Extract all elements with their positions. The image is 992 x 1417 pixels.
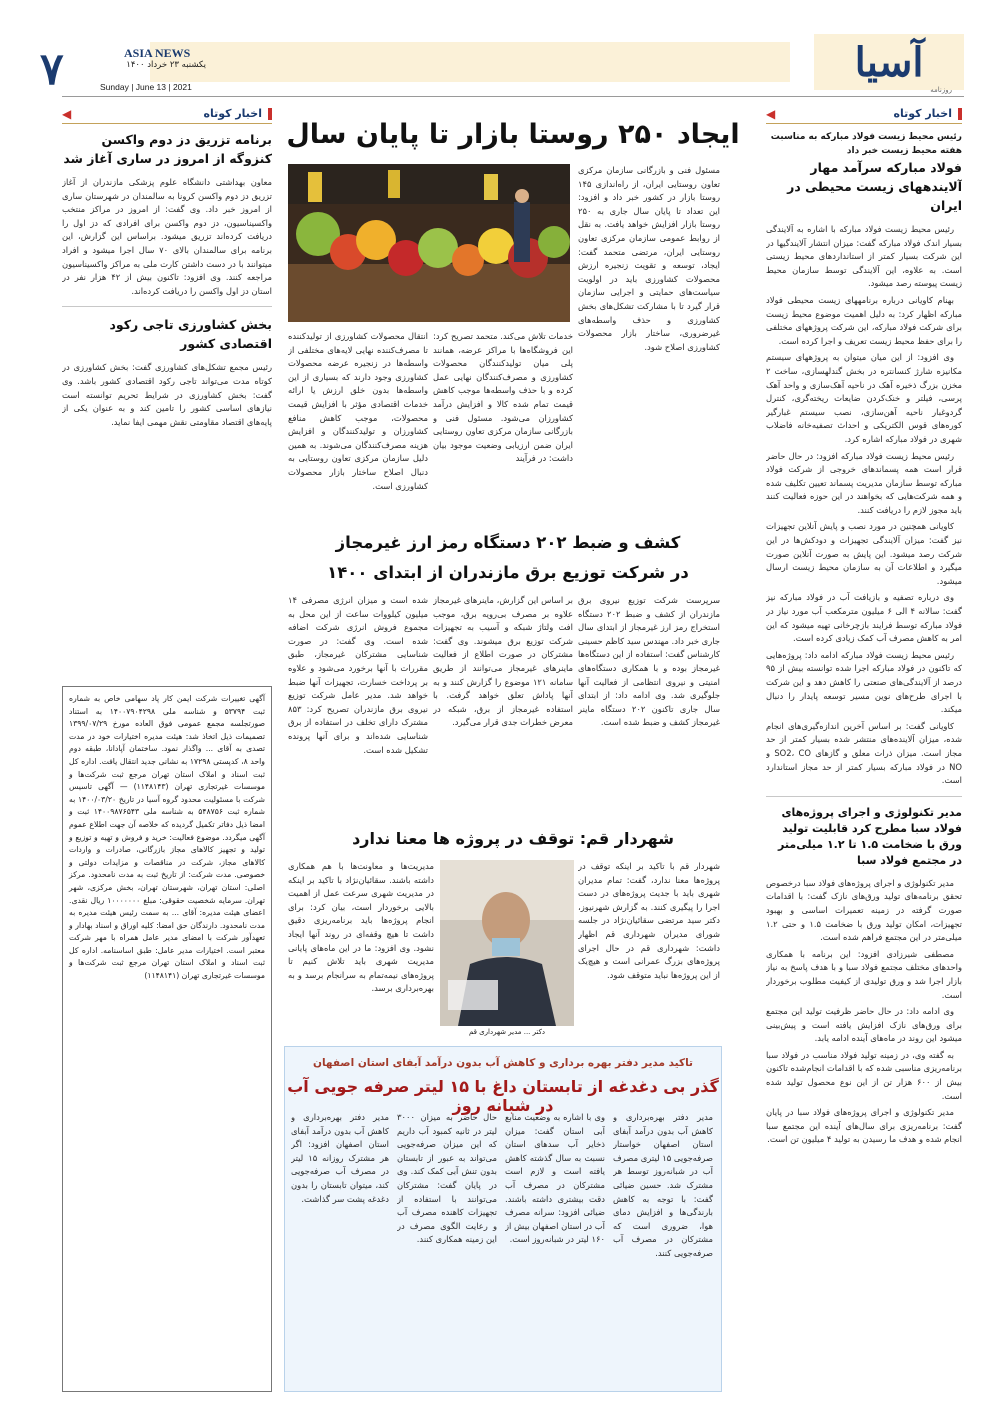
logo: آسیا (814, 34, 964, 90)
story-body: رئیس مجمع تشکل‌های کشاورزی گفت: بخش کشاورزی در کوتاه مدت می‌تواند تاجی رکود اقتصادی کشور باشد. وی گفت: بخش کشاورزی در شرایط تحریم توانسته است نیازهای اساسی کشور را تامین کند و به عنوان یکی از پایه‌های اقتصاد مقاومتی نقش مهمی ایفا نماید. (62, 362, 272, 427)
paragraph: رئیس محیط زیست فولاد مبارکه ادامه داد: پروژه‌هایی که تاکنون در فولاد مبارکه اجرا شده توانسته بیش از ۹۵ درصد از آلایندگی‌های صنعتی را کاهش دهد و این شرکت با اجرای طرح‌های نوین مسیر توسعه پایدار را دنبال میکند. (766, 649, 962, 715)
paragraph: مدیر تکنولوژی و اجرای پروژه‌های فولاد سبا در پایان گفت: برنامه‌ریزی برای سال‌های آینده این مجتمع سبا انجام شده و هدف ما رسیدن به تولید ۴ میلیون تن است. (766, 1107, 962, 1145)
paragraph: بهنام کاویانی درباره برنامههای زیست محیطی فولاد مبارکه اظهار کرد: به دلیل اهمیت موضوع محیط زیست برای شرکت فولاد مبارکه، این شرکت پروژههای مختلفی را برای حفظ محیط زیست تعریف و اجرا کرده است. (766, 294, 962, 346)
section-title: اخبار کوتاه (893, 107, 952, 120)
paragraph: کاویانی گفت: بر اساس آخرین اندازه‌گیری‌های انجام شده، میزان آلاینده‌های منتشر شده بسیار کمتر از حد مجاز است. میزان ذرات معلق و گازهای SO2، CO و NO در فولاد مبارکه بسیار کمتر از حد مجاز استاندارد است. (766, 720, 962, 786)
water-col-2: وی با اشاره به وضعیت منابع آبی استان گفت: میزان ذخایر آب سدهای استان نسبت به سال گذشته کاهش یافته است و لازم است مشترکان در مصرف آب دقت بیشتری داشته باشند. ضیائی افزود: سرانه مصرف آب در استان اصفهان بیش از ۱۶۰ لیتر در شبانه‌روز است. (505, 1112, 605, 1245)
story-body (766, 877, 962, 1147)
header-divider (62, 96, 964, 97)
mayor-photo (440, 860, 574, 1026)
section-bar (958, 108, 962, 120)
crypto-headline-1: کشف و ضبط ۲۰۲ دستگاه رمز ارز غیرمجاز (335, 533, 681, 552)
main-story-col-3: انتقال محصولات کشاورزی از تولیدکننده تا مصرف‌کننده نهایی لایه‌های مختلفی از واسطه‌ها در زنجیره عرضه محصولات کشاورزی وجود دارند که بسیاری از این واسطه‌ها بدون خلق ارزش یا ارائه خدمات اقتصادی مؤثر با افزایش قیمت محصولات، موجب کاهش منافع کشاورزان و تولیدکنندگان و افزایش هزینه مصرف‌کنندگان می‌شوند. به همین دلیل سازمان مرکزی تعاون روستایی به دنبال اصلاح ساختار بازار محصولات کشاورزی است. (288, 331, 428, 491)
story-title: مدیر تکنولوژی و اجرای پروژه‌های فولاد سبا مطرح کرد قابلیت تولید ورق با ضخامت ۱.۵ تا ۱.۲ میلی‌متر در مجتمع فولاد سبا (778, 805, 962, 867)
paragraph: رئیس محیط زیست فولاد مبارکه با اشاره به آلایندگی بسیار اندک فولاد مبارکه گفت: میزان انتشار آلایندگیها در این شرکت بسیار کمتر از استانداردهای محیط زیستی است. به علاوه، این آلایندگی توسط سازمان محیط زیست پیوسته رصد میشود. (766, 224, 962, 289)
paragraph: کاویانی همچنین در مورد نصب و پایش آنلاین تجهیزات نیز گفت: میزان آلایندگی تجهیزات و دودکش‌ها در این شرکت رصد میشود. این پایش به صورت آنلاین صورت میگیرد و اطلاعات آن به سازمان محیط زیست ارسال میشود. (766, 521, 962, 586)
chevron-left-icon: ◀ (62, 107, 72, 121)
logo-subtitle: روزنامه (930, 86, 952, 94)
mayor-headline: شهردار قم: توقف در پروژه ها معنا ندارد (352, 829, 674, 848)
legal-notices-box: آگهی تغییرات شرکت ایمن کار پاد سهامی خاص به شماره ثبت ۵۳۷۹۴ و شناسه ملی ۱۴۰۰۷۹۰۴۲۹۸ به استناد صورتجلسه مجمع عمومی فوق العاده مورخ ۱۳۹۹/۰۷/۲۹ تصمیمات ذیل اتخاذ شد: هیئت مدیره اختیارات خود در مدت تصدی به آقای ... واگذار نمود. ساختمان آپادانا، طبقه دوم واحد ۸، کدپستی ۱۷۲۹۸ به نشانی جدید انتقال یافت. اداره کل ثبت اسناد و املاک استان تهران مرجع ثبت شرکت‌ها و موسسات غیرتجاری تهران (۱۱۴۸۱۴۳) — آگهی تاسیس شرکت با مسئولیت محدود گروه آسیا در تاریخ ۱۴۰۰/۰۳/۲۰ به شماره ثبت ۵۴۸۷۵۶ به شناسه ملی ۱۴۰۰۹۸۷۶۵۴۳ ثبت و امضا ذیل دفاتر تکمیل گردیده که خلاصه آن جهت اطلاع عموم آگهی میگردد. موضوع فعالیت: خرید و فروش و تهیه و توزیع و تولید و تجهیز کالاهای مجاز بازرگانی، صادرات و واردات کالاهای مجاز، شرکت در مناقصات و مزایدات دولتی و خصوصی. مدت شرکت: از تاریخ ثبت به مدت نامحدود. مرکز اصلی: استان تهران، شهرستان تهران، بخش مرکزی، شهر تهران. سرمایه شخصیت حقوقی: مبلغ ۱۰۰۰۰۰۰۰ ریال نقدی. اعضای هیئت مدیره: آقای ... به سمت رئیس هیئت مدیره به مدت نامحدود. دارندگان حق امضا: کلیه اوراق و اسناد بهادار و تعهدآور شرکت با امضای مدیر عامل همراه با مهر شرکت معتبر است. اختیارات مدیر عامل: طبق اساسنامه. اداره کل ثبت اسناد و املاک استان تهران مرجع ثبت شرکت‌ها و موسسات غیرتجاری تهران (۱۱۴۸۱۴۱) (62, 686, 272, 1392)
date-english: Sunday | June 13 | 2021 (100, 82, 192, 92)
crypto-headline-2: در شرکت توزیع برق مازندران از ابتدای ۱۴۰۰ (327, 563, 689, 582)
paragraph: وی درباره تصفیه و بازیافت آب در فولاد مبارکه نیز گفت: سالانه ۴ الی ۶ میلیون مترمکعب آب مورد نیاز در فولاد مبارکه توسط فرایند بازچرخانی تهیه میشود که این امر به کاهش مصرف آب کمک زیادی کرده است. (766, 592, 962, 644)
main-story-col-1: مسئول فنی و بازرگانی سازمان مرکزی تعاون روستایی ایران، از راه‌اندازی ۱۴۵ روستا بازار در کشور خبر داد و افزود: این تعداد تا پایان سال جاری به ۲۵۰ روستا بازار افزایش خواهد یافت. به نقل از روابط عمومی سازمان مرکزی تعاون روستایی ایران، مرتضی متحمد گفت: ایجاد، توسعه و تقویت زنجیره ارزش محصولات کشاورزی باید در اولویت سیاست‌های حمایتی و اجرایی سازمان قرار گیرد تا با مشارکت تشکل‌های بخش کشاورزی و حذف واسطه‌های غیرضروری، ساختار بازار محصولات کشاورزی اصلاح شود. (578, 165, 720, 352)
section-header-right (766, 104, 962, 124)
right-column (766, 130, 962, 1390)
page-number: ۷ (40, 44, 64, 95)
section-bar (268, 108, 272, 120)
section-header-left (62, 104, 272, 124)
story-kicker: رئیس محیط زیست فولاد مبارکه به مناسبت هفته محیط زیست خبر داد (770, 132, 962, 156)
section-title: اخبار کوتاه (203, 107, 262, 120)
water-col-1: مدیر دفتر بهره‌برداری و کاهش آب بدون درآمد آبفای استان اصفهان خواستار صرفه‌جویی ۱۵ لیتری مصرف آب در شبانه‌روز توسط هر مشترک شد. حسین ضیائی گفت: با توجه به کاهش بارندگی‌ها و افزایش دمای هوا، ضروری است که مشترکان در مصرف آب صرفه‌جویی کنند. (613, 1112, 713, 1258)
header-band (150, 42, 790, 82)
crypto-col-3: شده است و میزان انرژی مصرفی ۱۴ میلیون کیلووات ساعت از این محل به مجموع فروش انرژی شرکت اضافه شده است. وی گفت: در صورت شناسایی مشترکان غیرمجاز، طبق مقررات با آنها برخورد می‌شود و علاوه بر پرداخت خسارت، تجهیزات آنها ضبط خواهد شد. مدیر عامل شرکت توزیع نیروی برق مازندران تصریح کرد: ۸۵۳ مشترک دارای تخلف در استفاده از برق شناسایی شده‌اند و برای آنها پرونده تشکیل شده است. (288, 595, 428, 755)
photo-caption: دکتر ... مدیر شهرداری قم (468, 1028, 546, 1036)
paragraph: به گفته وی، در زمینه تولید فولاد مناسب در فولاد سبا برنامه‌ریزی مناسبی شده که با اقدامات انجام‌شده تاکنون بیش از ۶۰۰ هزار تن از این نوع محصول تولید شده است. (766, 1049, 962, 1101)
mayor-col-1: شهردار قم با تاکید بر اینکه توقف در پروژه‌ها معنا ندارد، گفت: تمام مدیران شهری باید با جدیت پروژه‌های در دست اجرا را پیگیری کنند. به گزارش شهرنیوز، دکتر سید مرتضی سقائیان‌نژاد در جلسه شورای مدیران شهرداری قم اظهار داشت: شهرداری قم در حال اجرای پروژه‌های بزرگ عمرانی است و هیچ‌یک از این پروژه‌ها نباید متوقف شود. (578, 861, 720, 980)
date-persian: یکشنبه ۲۳ خرداد ۱۴۰۰ (126, 60, 206, 70)
chevron-left-icon: ◀ (766, 107, 776, 121)
story-body: معاون بهداشتی دانشگاه علوم پزشکی مازندران از آغاز تزریق دز دوم واکسن کرونا به سالمندان در شهرستان ساری از امروز خبر داد. وی گفت: از امروز در مراکز منتخب واکسیناسیون، دز دوم واکسن برای افرادی که دز اول را دریافت کرده‌اند تزریق میشود. براساس این گزارش، این برنامه برای سالمندان بالای ۷۰ سال اجرا میشود و افراد میتوانند با در دست داشتن کارت ملی به مراکز واکسیناسیون مراجعه کنند. وی افزود: تاکنون بیش از ۴۲ هزار نفر در استان دز اول واکسن را دریافت کرده‌اند. (62, 177, 272, 296)
market-photo (288, 164, 570, 322)
left-column (62, 130, 272, 678)
story-title: فولاد مبارکه سرآمد مهار آلایندههای زیست محیطی در ایران (787, 160, 962, 213)
water-headline: گذر بی دغدغه از تابستان داغ با ۱۵ لیتر صرفه جویی آب در شبانه روز (287, 1077, 719, 1115)
paragraph: مدیر تکنولوژی و اجرای پروژه‌های فولاد سبا درخصوص تحقق برنامه‌های تولید ورق‌های نازک گفت: با اقدامات صورت گرفته در زمینه تعمیرات اساسی و بهبود تجهیزات، امکان تولید ورق با ضخامت ۱.۵ و حتی ۱.۲ میلی‌متر در این مجتمع فراهم شده است. (766, 877, 962, 943)
crypto-col-2: بر اساس این گزارش، ماینرهای غیرمجاز علاوه بر مصرف بی‌رویه برق، موجب افت ولتاژ شبکه و آسیب به تجهیزات شرکت توزیع برق میشوند. وی گفت: مشترکان در صورت اطلاع از فعالیت ماینرهای غیرمجاز می‌توانند از طریق سامانه ۱۲۱ موضوع را گزارش کنند و به آنها پاداش تعلق خواهد گرفت. با استفاده غیرمجاز از برق، شبکه در معرض خطرات جدی قرار می‌گیرد. (433, 595, 573, 728)
crypto-col-1: سرپرست شرکت توزیع نیروی برق مازندران از کشف و ضبط ۲۰۲ دستگاه استخراج رمز ارز غیرمجاز از ابتدای سال جاری خبر داد. مهندس سید کاظم حسینی کارشناس گفت: استفاده از این دستگاه‌ها غیرمجاز بوده و با همکاری دستگاه‌های امنیتی و نیروی انتظامی از فعالیت آنها جلوگیری شد. وی ادامه داد: از ابتدای سال جاری تاکنون ۲۰۲ دستگاه ماینر غیرمجاز کشف و ضبط شده است. (578, 595, 720, 728)
water-kicker: تاکید مدیر دفتر بهره برداری و کاهش آب بدون درآمد آبفای استان اصفهان (313, 1057, 693, 1069)
mayor-col-2: مدیریت‌ها و معاونت‌ها با هم همکاری داشته باشند. سقائیان‌نژاد با تاکید بر اینکه در مدیریت شهری سرعت عمل از اهمیت بالایی برخوردار است، بیان کرد: برای انجام پروژه‌ها باید برنامه‌ریزی دقیق داشت تا هیچ وقفه‌ای در روند آنها ایجاد نشود. وی افزود: ما در این ماه‌های پایانی مدیریت شهری باید تلاش کنیم تا پروژه‌های نیمه‌تمام به سرانجام برسد و به بهره‌برداری برسد. (288, 861, 434, 994)
divider (62, 306, 272, 307)
main-headline: ایجاد ۲۵۰ روستا بازار تا پایان سال (286, 119, 740, 150)
water-col-4: مدیر دفتر بهره‌برداری و کاهش آب بدون درآمد آبفای استان اصفهان افزود: اگر هر مشترک روزانه ۱۵ لیتر در مصرف آب صرفه‌جویی کند، میتوان تابستان را بدون دغدغه پشت سر گذاشت. (291, 1112, 389, 1204)
paragraph: رئیس محیط زیست فولاد مبارکه افزود: در حال حاضر قرار است همه پسماندهای خروجی از شرکت فولاد مبارکه توسط سازمان مدیریت پسماند تعیین تکلیف شده و همه شرکت‌هایی که بخواهند در این حوزه فعالیت کنند باید مجوز لازم را دریافت کنند. (766, 450, 962, 515)
paper-name: ASIA NEWS (124, 46, 191, 60)
story-body (766, 223, 962, 788)
story-title: برنامه تزریق دز دوم واکسن کنزوگه از امروز در ساری آغاز شد (63, 132, 272, 166)
water-col-3: حال حاضر به میزان ۳۰۰۰ لیتر در ثانیه کمبود آب داریم که این میزان صرفه‌جویی می‌تواند به عبور از تابستان بدون تنش آبی کمک کند. وی در پایان گفت: مشترکان می‌توانند با استفاده از تجهیزات کاهنده مصرف آب و رعایت الگوی مصرف در این زمینه همکاری کنند. (397, 1112, 497, 1245)
water-story-box (284, 1046, 722, 1392)
divider (766, 796, 962, 797)
story-title: بخش کشاورزی تاجی رکود اقتصادی کشور (109, 317, 272, 352)
main-story-col-2: خدمات تلاش می‌کند. متحمد تصریح کرد: این فروشگاه‌ها با مراکز عرضه، همانند پلی میان تولیدکنندگان محصولات کشاورزی و مصرف‌کنندگان نهایی عمل کرده و با حذف واسطه‌ها موجب کاهش قیمت تمام شده کالا و افزایش درآمد کشاورزان می‌شود. مسئول فنی و بازرگانی سازمان مرکزی تعاون روستایی ایران ضمن ارزیابی وضعیت موجود بیان داشت: در فرآیند (433, 331, 573, 464)
paragraph: مصطفی شیرزادی افزود: این برنامه با همکاری واحدهای مختلف مجتمع فولاد سبا و با هدف پاسخ به نیاز بازار اجرا شد و ورق تولیدی از کیفیت مطلوب برخوردار است. (766, 948, 962, 1000)
masthead (0, 0, 992, 112)
paragraph: وی ادامه داد: در حال حاضر ظرفیت تولید این مجتمع برای ورق‌های نازک افزایش یافته است و پیش‌بینی میشود این روند در ماه‌های آینده ادامه یابد. (766, 1006, 962, 1044)
paragraph: وی افزود: از این میان میتوان به پروژههای سیستم مکانیزه شارژ کنسانتره در بخش گندلهسازی، ساخت ۲ مخزن بزرگ ذخیره آهک در ناحیه آهک‌سازی و واحد آهک پرسی، فیلتر و خنک‌کردن ضایعات ریخته‌گری، کنترل گردوغبار ناحیه آهن‌سازی، نصب سیستم غبارگیر کوره‌های قوس الکتریکی و احداث تصفیه‌خانه فاضلاب شهری در فولاد مبارکه اشاره کرد. (766, 352, 962, 444)
